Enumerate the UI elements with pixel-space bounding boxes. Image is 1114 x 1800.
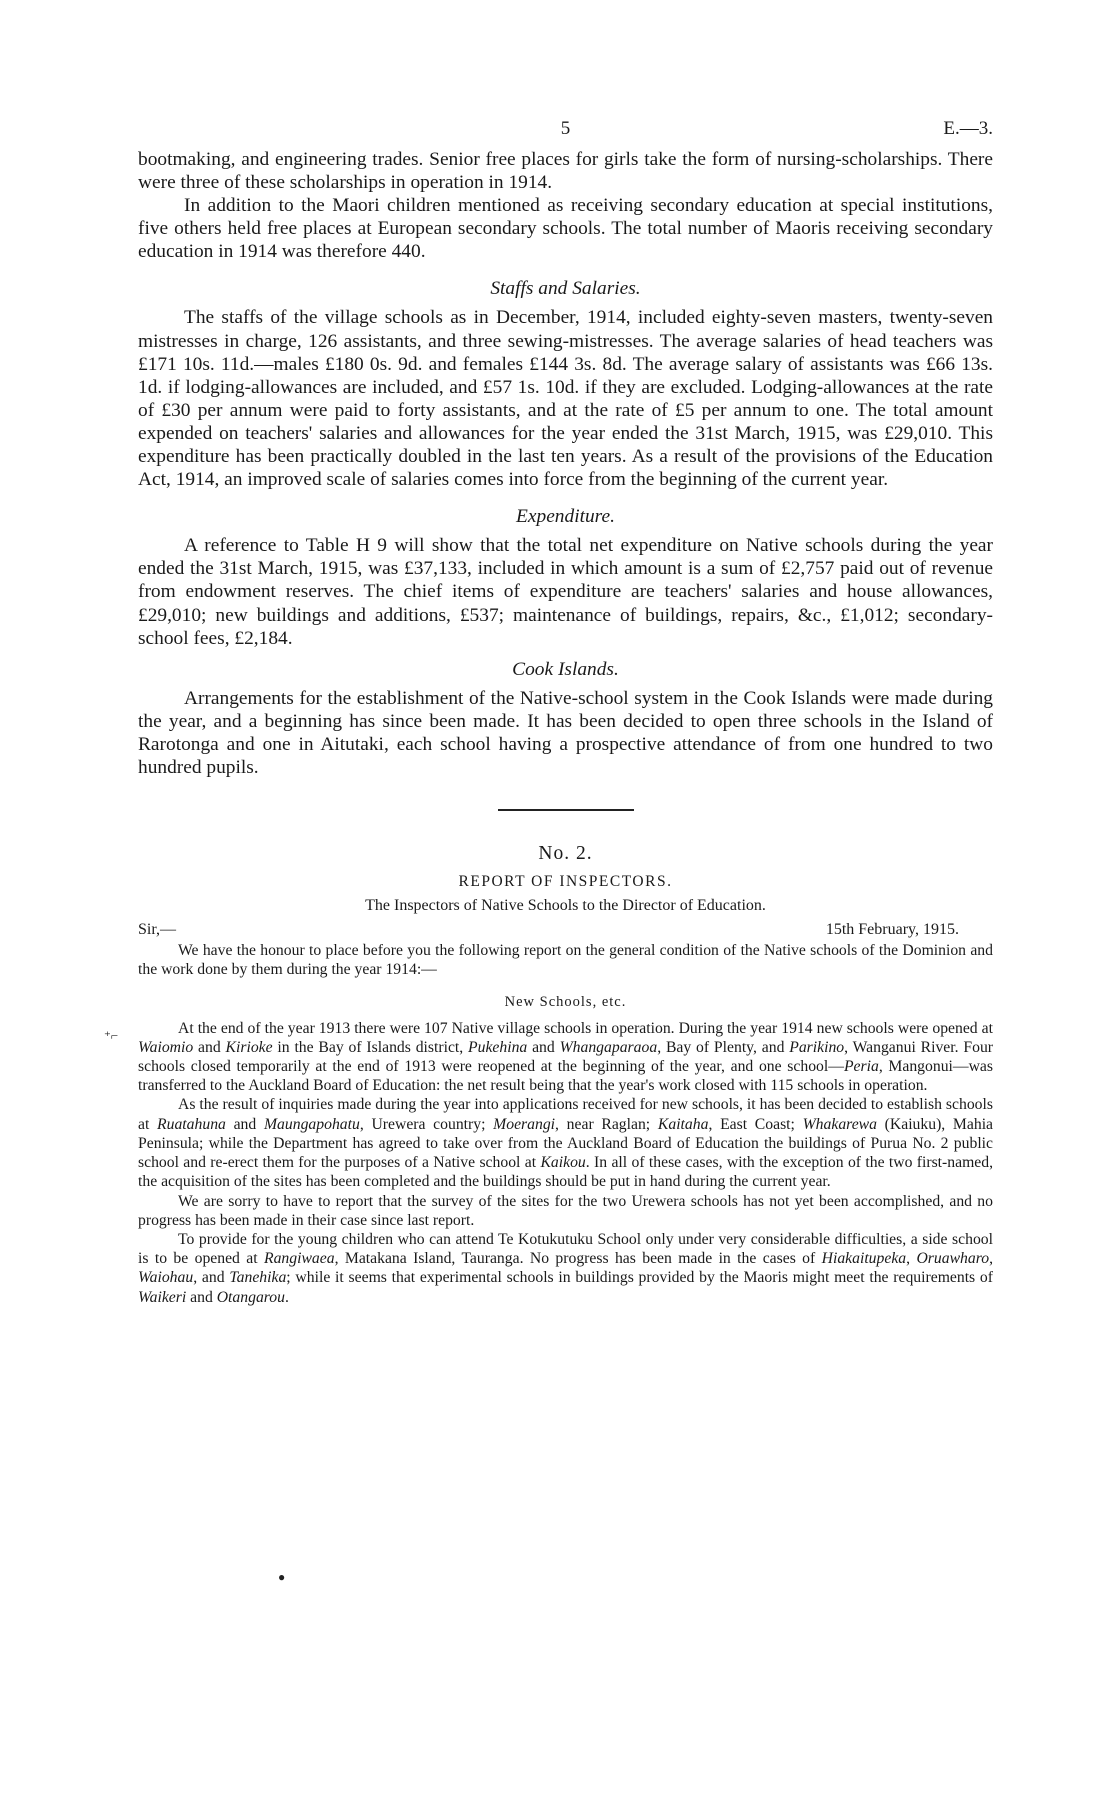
heading-cook-islands: Cook Islands.	[512, 658, 619, 680]
main-text-section	[138, 148, 993, 779]
place-name: Waikeri	[138, 1288, 187, 1306]
paragraph-inquiries	[138, 1095, 993, 1191]
text-run: , Bay of Plenty, and	[657, 1038, 790, 1056]
place-name: Otangarou	[216, 1288, 285, 1306]
place-name: Waiomio	[138, 1038, 194, 1056]
place-name: Tanehika	[229, 1269, 287, 1287]
salutation: Sir,—	[138, 921, 177, 939]
text-run: To provide for the young children who can attend Te Kotukutuku School only under very considerable difficulties, a side school is to be opened at	[138, 1230, 993, 1268]
place-name: Maungapohatu	[263, 1115, 360, 1133]
paragraph-survey: We are sorry to have to report that the survey of the sites for the two Urewera schools has not yet been accomplished, and no progress has been made in their case since last report.	[138, 1192, 993, 1229]
document-page	[138, 118, 993, 1307]
report-number: No. 2.	[538, 843, 593, 865]
paragraph-secondary-education: In addition to the Maori children mentioned as receiving secondary education at special institutions, five others held free places at European secondary schools. The total number of Maoris receiving secondary education in 1914 was therefore 440.	[138, 195, 993, 263]
text-run: ,	[989, 1250, 994, 1268]
place-name: Moerangi	[493, 1115, 556, 1133]
report-title: REPORT OF INSPECTORS.	[458, 873, 673, 891]
text-run: , near Raglan;	[555, 1115, 658, 1133]
text-run: As the result of inquiries made during the year into applications received for new schools, it has been decided to establish schools at	[138, 1096, 993, 1133]
place-name: Whangaparaoa	[559, 1038, 658, 1056]
paragraph-staffs: The staffs of the village schools as in December, 1914, included eighty-seven masters, twenty-seven mistresses in charge, 126 assistants, and three sewing-mistresses. The average salaries of head teachers was £171 10s. 11d.—males £180 0s. 9d. and females £144 3s. 8d. The average salary of assistants was £66 13s. 1d. if lodging-allowances are included, and £57 1s. 10d. if they are excluded. Lodging-allowances at the rate of £30 per annum were paid to forty assistants, and at the rate of £5 per annum to one. The total amount expended on teachers' salaries and allowances for the year ended the 31st March, 1915, was £29,010. This expenditure has been practically doubled in the last ten years. As a result of the provisions of the Education Act, 1914, an improved scale of salaries comes into force from the beginning of the current year.	[138, 307, 993, 491]
text-run: , Mangonui—was transferred to the Auckland Board of Education: the net result being that the year's work closed with 115 schools in operation.	[138, 1058, 993, 1095]
paragraph-cook-islands: Arrangements for the establishment of the Native-school system in the Cook Islands were made during the year, and a beginning has since been made. It has been decided to open three schools in the Island of Rarotonga and one in Aitutaki, each school having a prospective attendance of from one hundred to two hundred pupils.	[138, 687, 993, 778]
text-run: in the Bay of Islands district,	[272, 1038, 469, 1056]
text-run: .	[285, 1288, 289, 1306]
paragraph-side-school	[138, 1230, 993, 1307]
text-run: , Urewera country;	[359, 1115, 494, 1133]
report-text-section	[138, 941, 993, 1307]
text-run: . In all of these cases, with the exception of the two first-named, the acquisition of the sites has been completed and the buildings should be put in hand during the current year.	[138, 1154, 993, 1191]
salutation-line	[138, 921, 993, 941]
page-reference: E.—3.	[943, 118, 993, 139]
text-run: (Kaiuku), Mahia Peninsula; while the Department has agreed to take over from the Auckland Board of Education the buildings of Purua No. 2 public school and re-erect them for the purposes of a Native school at	[138, 1115, 994, 1172]
text-run: and	[186, 1288, 217, 1306]
report-date: 15th February, 1915.	[825, 921, 959, 939]
heading-staffs-salaries: Staffs and Salaries.	[490, 278, 641, 300]
heading-expenditure: Expenditure.	[516, 506, 615, 528]
text-run: At the end of the year 1913 there were 107 Native village schools in operation. During the year 1914 new schools were opened at	[178, 1019, 993, 1037]
page-header	[138, 118, 993, 148]
text-run: , Wanganui River. Four schools closed temporarily at the end of 1913 were reopened at the beginning of the year, and one school—	[138, 1038, 994, 1076]
text-run: , East Coast;	[708, 1115, 803, 1133]
text-run: and	[193, 1038, 226, 1056]
section-divider	[498, 809, 634, 811]
place-name: Oruawharo	[916, 1250, 990, 1268]
place-name: Peria	[843, 1058, 879, 1076]
place-name: Kaitaha	[657, 1115, 709, 1133]
text-run: ; while it seems that experimental schools in buildings provided by the Maoris might meet the requirements of	[286, 1269, 993, 1287]
place-name: Waiohau	[138, 1269, 194, 1287]
place-name: Kaikou	[540, 1154, 586, 1172]
scan-dot-icon: ●	[278, 1570, 286, 1584]
text-run: , and	[193, 1269, 230, 1287]
place-name: Whakarewa	[802, 1115, 877, 1133]
place-name: Hiakaitupeka	[821, 1250, 907, 1268]
paragraph-expenditure: A reference to Table H 9 will show that the total net expenditure on Native schools during the year ended the 31st March, 1915, was £37,133, included in which amount is a sum of £2,757 paid out of revenue from endowment reserves. The chief items of expenditure are teachers' salaries and house allowances, £29,010; new buildings and additions, £537; maintenance of buildings, repairs, &c., £1,012; secondary-school fees, £2,184.	[138, 535, 993, 649]
place-name: Pukehina	[468, 1038, 528, 1056]
place-name: Parikino	[789, 1038, 845, 1056]
scan-mark-icon: ⁺⌐	[104, 1028, 119, 1043]
report-subtitle: The Inspectors of Native Schools to the Director of Education.	[365, 897, 766, 915]
heading-new-schools: New Schools, etc.	[504, 994, 627, 1011]
place-name: Rangiwaea	[263, 1250, 335, 1268]
place-name: Kirioke	[225, 1038, 273, 1056]
paragraph-scholarships: bootmaking, and engineering trades. Senior free places for girls take the form of nursing-scholarships. There were three of these scholarships in operation in 1914.	[138, 149, 993, 194]
paragraph-new-schools	[138, 1019, 993, 1096]
page-number: 5	[560, 118, 571, 139]
paragraph-report-intro: We have the honour to place before you the following report on the general condition of the Native schools of the Dominion and the work done by them during the year 1914:—	[138, 942, 993, 979]
text-run: ,	[906, 1250, 917, 1268]
text-run: and	[527, 1038, 560, 1056]
place-name: Ruatahuna	[157, 1115, 226, 1133]
text-run: and	[225, 1115, 264, 1133]
text-run: , Matakana Island, Tauranga. No progress has been made in the cases of	[334, 1250, 822, 1268]
